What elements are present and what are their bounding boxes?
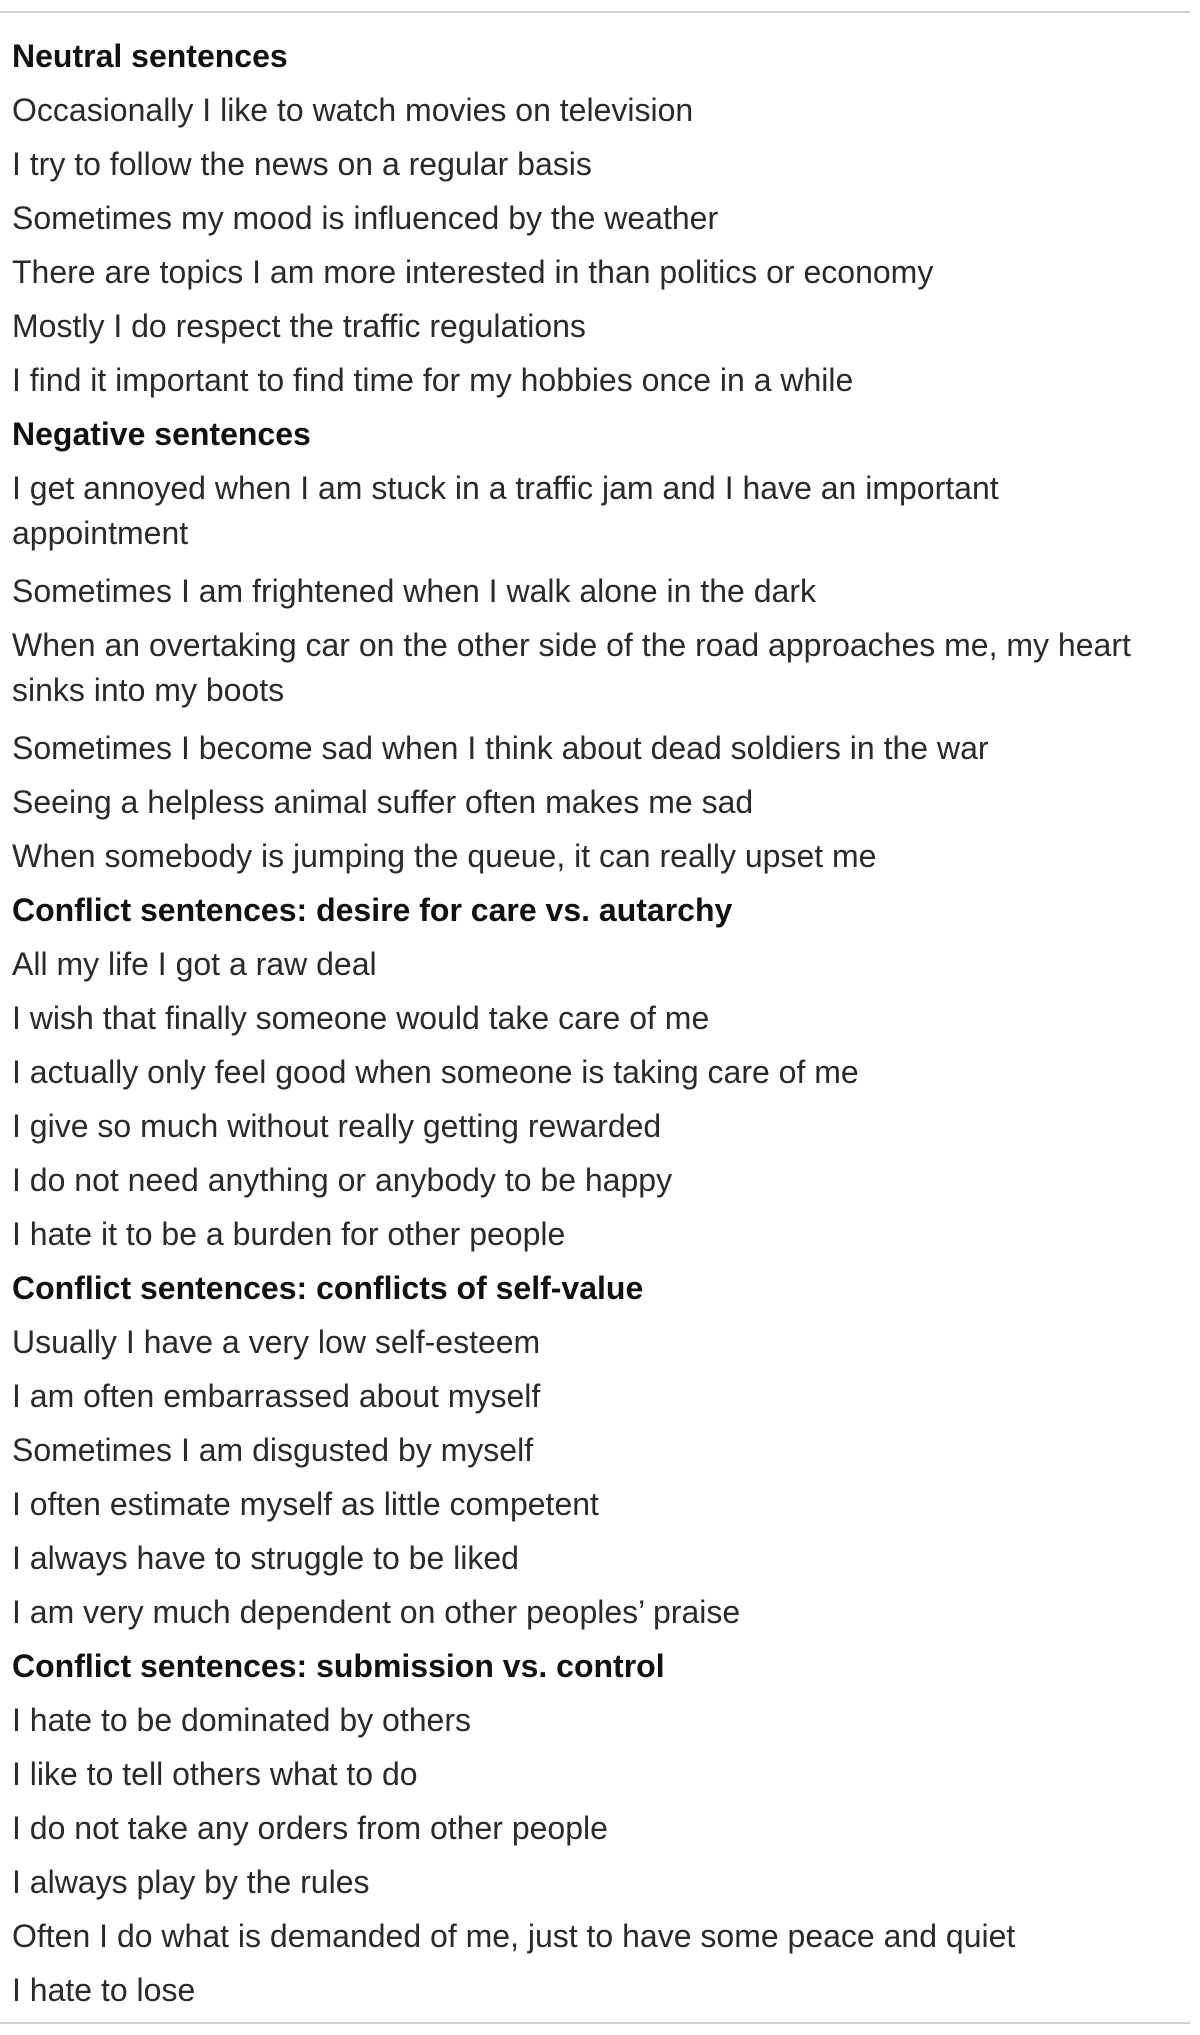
table-body xyxy=(12,30,1172,2018)
sentence-row: I do not take any orders from other people xyxy=(12,1810,608,1846)
sentence-row: Sometimes my mood is influenced by the weather xyxy=(12,200,719,236)
sentence-row: When an overtaking car on the other side of the road approaches me, my heart sinks into my boots xyxy=(12,627,1131,708)
sentence-row: I often estimate myself as little competent xyxy=(12,1486,599,1522)
section-heading-self-value: Conflict sentences: conflicts of self-value xyxy=(12,1270,644,1306)
sentence-row: Occasionally I like to watch movies on television xyxy=(12,92,694,128)
sentence-row: I hate it to be a burden for other people xyxy=(12,1216,566,1252)
sentence-row: I always play by the rules xyxy=(12,1864,370,1900)
sentence-row: I always have to struggle to be liked xyxy=(12,1540,519,1576)
sentence-row: There are topics I am more interested in than politics or economy xyxy=(12,254,934,290)
sentence-row: I find it important to find time for my hobbies once in a while xyxy=(12,362,854,398)
sentence-row: When somebody is jumping the queue, it can really upset me xyxy=(12,838,877,874)
sentence-row: I get annoyed when I am stuck in a traffic jam and I have an important appointment xyxy=(12,470,999,551)
sentence-row: Mostly I do respect the traffic regulations xyxy=(12,308,586,344)
sentence-row: I hate to lose xyxy=(12,1972,196,2008)
sentence-row: I like to tell others what to do xyxy=(12,1756,418,1792)
sentence-row: I do not need anything or anybody to be happy xyxy=(12,1162,673,1198)
table-top-rule xyxy=(0,11,1190,13)
sentence-row: Usually I have a very low self-esteem xyxy=(12,1324,541,1360)
sentence-row: I am often embarrassed about myself xyxy=(12,1378,541,1414)
section-heading-neutral: Neutral sentences xyxy=(12,38,288,74)
sentence-row: I give so much without really getting rewarded xyxy=(12,1108,662,1144)
sentence-row: Sometimes I become sad when I think about dead soldiers in the war xyxy=(12,730,989,766)
sentence-row: Sometimes I am frightened when I walk alone in the dark xyxy=(12,573,816,609)
section-heading-negative: Negative sentences xyxy=(12,416,311,452)
table-bottom-rule xyxy=(0,2022,1190,2024)
sentence-row: Seeing a helpless animal suffer often makes me sad xyxy=(12,784,754,820)
section-heading-care-vs-autarchy: Conflict sentences: desire for care vs. autarchy xyxy=(12,892,733,928)
sentence-row: Sometimes I am disgusted by myself xyxy=(12,1432,534,1468)
sentence-row: I wish that finally someone would take care of me xyxy=(12,1000,710,1036)
sentence-row: I hate to be dominated by others xyxy=(12,1702,471,1738)
sentence-row: I try to follow the news on a regular basis xyxy=(12,146,592,182)
sentence-row: I am very much dependent on other peoples’ praise xyxy=(12,1594,741,1630)
sentence-row: I actually only feel good when someone is taking care of me xyxy=(12,1054,859,1090)
sentence-row: Often I do what is demanded of me, just to have some peace and quiet xyxy=(12,1918,1016,1954)
section-heading-submission-vs-control: Conflict sentences: submission vs. control xyxy=(12,1648,665,1684)
sentence-row: All my life I got a raw deal xyxy=(12,946,377,982)
